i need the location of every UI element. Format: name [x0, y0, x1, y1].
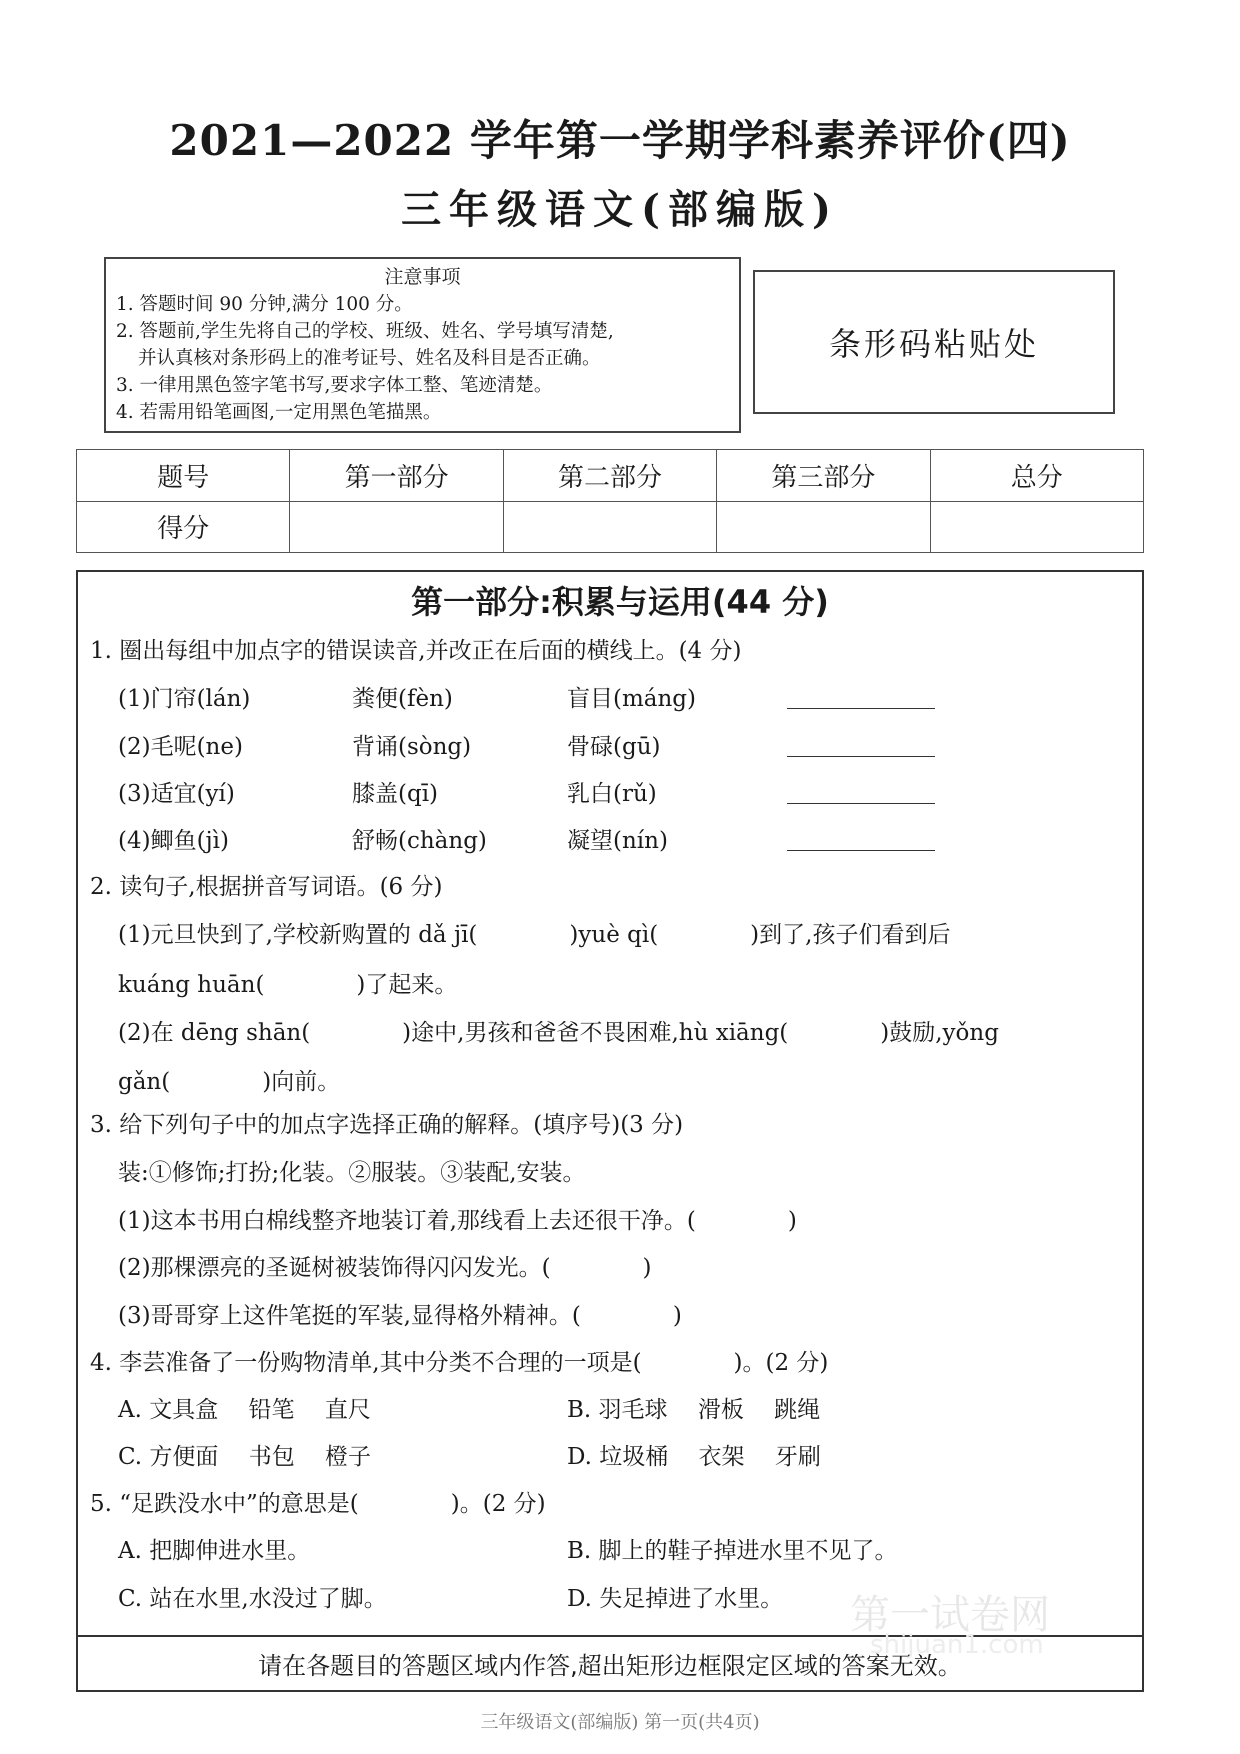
score-header-cell: 第三部分: [717, 450, 930, 502]
q1-item: 背诵(sòng): [352, 734, 472, 760]
notice-item: 1. 答题时间 90 分钟,满分 100 分。: [116, 294, 413, 315]
q5-stem: 5. “足跌没水中”的意思是( )。(2 分): [90, 1491, 546, 1517]
barcode-area: [753, 270, 1115, 414]
score-row-label: 得分: [77, 501, 290, 553]
q1-item: (3)适宜(yí): [118, 781, 235, 807]
score-cell[interactable]: [717, 501, 930, 553]
q1-item: 乳白(rǔ): [567, 781, 657, 807]
q1-item: 骨碌(gū): [567, 734, 661, 760]
watermark: 第一试卷网: [850, 1592, 1050, 1638]
score-header-cell: 题号: [77, 450, 290, 502]
score-header-cell: 总分: [930, 450, 1143, 502]
q3-definition: 装:①修饰;打扮;化装。②服装。③装配,安装。: [118, 1160, 586, 1186]
notice-item: 并认真核对条形码上的准考证号、姓名及科目是否正确。: [138, 348, 601, 369]
q4-option-b[interactable]: B. 羽毛球 滑板 跳绳: [567, 1397, 821, 1423]
q2-line: (1)元旦快到了,学校新购置的 dǎ jī( )yuè qì( )到了,孩子们看到后: [118, 922, 951, 948]
watermark-url: shijuan1.com: [870, 1630, 1044, 1660]
q1-answer-line[interactable]: [787, 850, 935, 851]
q1-item: 盲目(máng): [567, 686, 697, 712]
q2-line: gǎn( )向前。: [118, 1069, 341, 1095]
notice-item: 2. 答题前,学生先将自己的学校、班级、姓名、学号填写清楚,: [116, 321, 614, 342]
q1-answer-line[interactable]: [787, 708, 935, 709]
score-header-cell: 第二部分: [503, 450, 716, 502]
q3-sentence: (1)这本书用白棉线整齐地装订着,那线看上去还很干净。( ): [118, 1208, 797, 1234]
q1-item: 舒畅(chàng): [352, 828, 487, 854]
score-table: [76, 449, 1144, 553]
q1-answer-line[interactable]: [787, 756, 935, 757]
q3-stem: 3. 给下列句子中的加点字选择正确的解释。(填序号)(3 分): [90, 1112, 684, 1138]
notice-item: 4. 若需用铅笔画图,一定用黑色笔描黑。: [116, 402, 442, 423]
notice-box: [104, 257, 741, 433]
notice-item: 3. 一律用黑色签字笔书写,要求字体工整、笔迹清楚。: [116, 375, 553, 396]
q1-stem: 1. 圈出每组中加点字的错误读音,并改正在后面的横线上。(4 分): [90, 638, 742, 664]
q5-option-d[interactable]: D. 失足掉进了水里。: [567, 1586, 784, 1612]
q1-answer-line[interactable]: [787, 803, 935, 804]
q1-item: (1)门帘(lán): [118, 686, 251, 712]
q3-sentence: (2)那棵漂亮的圣诞树被装饰得闪闪发光。( ): [118, 1255, 652, 1281]
q4-option-d[interactable]: D. 垃圾桶 衣架 牙刷: [567, 1444, 821, 1470]
q2-line: kuáng huān( )了起来。: [118, 972, 458, 998]
q4-option-a[interactable]: A. 文具盒 铅笔 直尺: [118, 1397, 371, 1423]
exam-title: 2021—2022 学年第一学期学科素养评价(四): [169, 116, 1071, 165]
q1-item: 粪便(fèn): [352, 686, 453, 712]
q4-stem: 4. 李芸准备了一份购物清单,其中分类不合理的一项是( )。(2 分): [90, 1350, 829, 1376]
q4-option-c[interactable]: C. 方便面 书包 橙子: [118, 1444, 372, 1470]
page-footer: 三年级语文(部编版) 第一页(共4页): [480, 1712, 760, 1733]
q1-item: 膝盖(qī): [352, 781, 439, 807]
score-cell[interactable]: [503, 501, 716, 553]
q1-item: (4)鲫鱼(jì): [118, 828, 230, 854]
q5-option-c[interactable]: C. 站在水里,水没过了脚。: [118, 1586, 387, 1612]
notice-heading: 注意事项: [384, 266, 461, 288]
q1-item: 凝望(nín): [567, 828, 668, 854]
score-header-cell: 第一部分: [290, 450, 503, 502]
q5-option-b[interactable]: B. 脚上的鞋子掉进水里不见了。: [567, 1538, 898, 1564]
score-cell[interactable]: [930, 501, 1143, 553]
footer-note-text: 请在各题目的答题区域内作答,超出矩形边框限定区域的答案无效。: [258, 1652, 962, 1680]
score-cell[interactable]: [290, 501, 503, 553]
exam-subtitle: 三年级语文(部编版): [401, 186, 839, 233]
section-title: 第一部分:积累与运用(44 分): [411, 583, 829, 621]
q2-stem: 2. 读句子,根据拼音写词语。(6 分): [90, 874, 443, 900]
barcode-label: 条形码粘贴处: [828, 325, 1039, 363]
q5-option-a[interactable]: A. 把脚伸进水里。: [118, 1538, 311, 1564]
q3-sentence: (3)哥哥穿上这件笔挺的军装,显得格外精神。( ): [118, 1303, 682, 1329]
q1-item: (2)毛呢(ne): [118, 734, 243, 760]
q2-line: (2)在 dēng shān( )途中,男孩和爸爸不畏困难,hù xiāng( )鼓励,yǒng: [118, 1020, 999, 1046]
